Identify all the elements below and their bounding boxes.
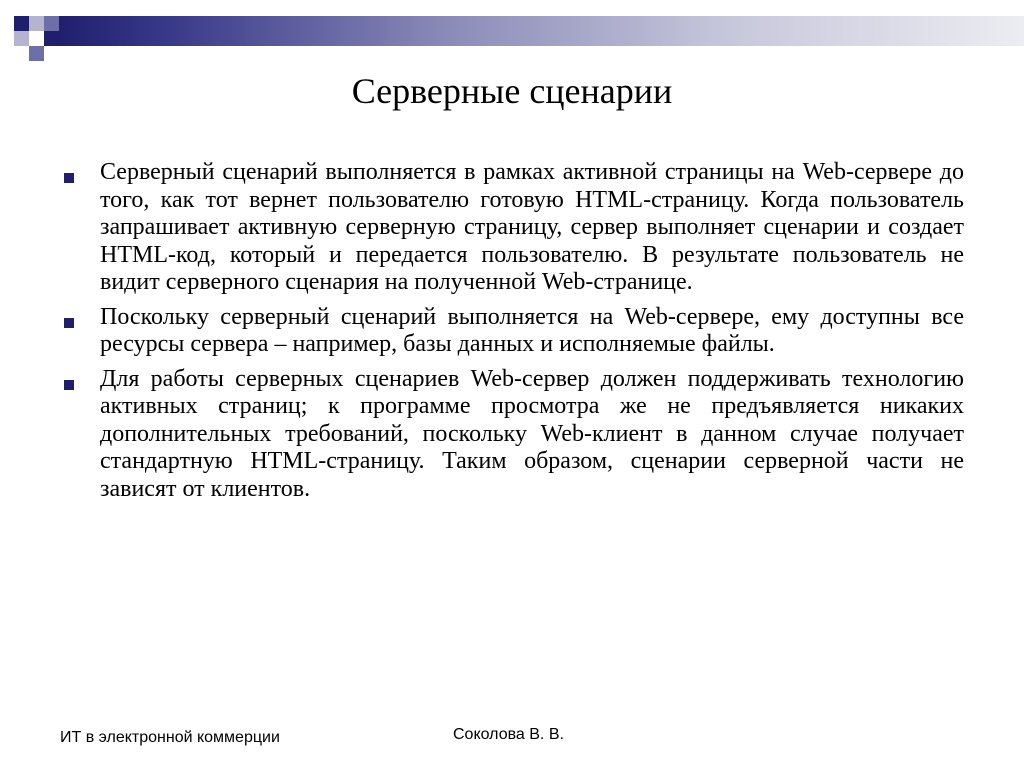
decorative-square xyxy=(14,16,29,31)
decorative-square xyxy=(29,46,44,61)
bullet-item xyxy=(62,304,964,359)
bullet-list xyxy=(62,159,964,510)
bullet-text: Серверный сценарий выполняется в рамках активной страницы на Web-сервере до того, как тот вернет пользователю готовую HTML-страницу. Когда пользователь запрашивает активную серверную страницу, сервер выполняет сценарии и создает HTML-код, который и передается пользователю. В результате пользователь не видит серверного сценария на полученной Web-странице. xyxy=(100,159,964,295)
footer-author: Соколова В. В. xyxy=(453,726,564,743)
decorative-square xyxy=(44,31,59,46)
header-gradient-bar xyxy=(58,16,1024,46)
decorative-square xyxy=(14,31,29,46)
square-bullet-icon xyxy=(64,173,74,183)
slide-title: Серверные сценарии xyxy=(351,71,673,111)
decorative-square xyxy=(29,16,44,31)
bullet-item xyxy=(62,366,964,504)
decorative-square xyxy=(44,16,59,31)
bullet-text: Для работы серверных сценариев Web-сервер должен поддерживать технологию активных страниц; к программе просмотра же не предъявляется никаких дополнительных требований, поскольку Web-клиент в данном случае получает стандартную HTML-страницу. Таким образом, сценарии серверной части не зависят от клиентов. xyxy=(100,365,964,502)
square-bullet-icon xyxy=(64,318,74,328)
bullet-item xyxy=(62,159,964,297)
square-bullet-icon xyxy=(64,380,74,390)
bullet-text: Поскольку серверный сценарий выполняется на Web-сервере, ему доступны все ресурсы сервера – например, базы данных и исполняемые файлы. xyxy=(100,303,964,357)
footer-course-title: ИТ в электронной коммерции xyxy=(60,729,280,746)
